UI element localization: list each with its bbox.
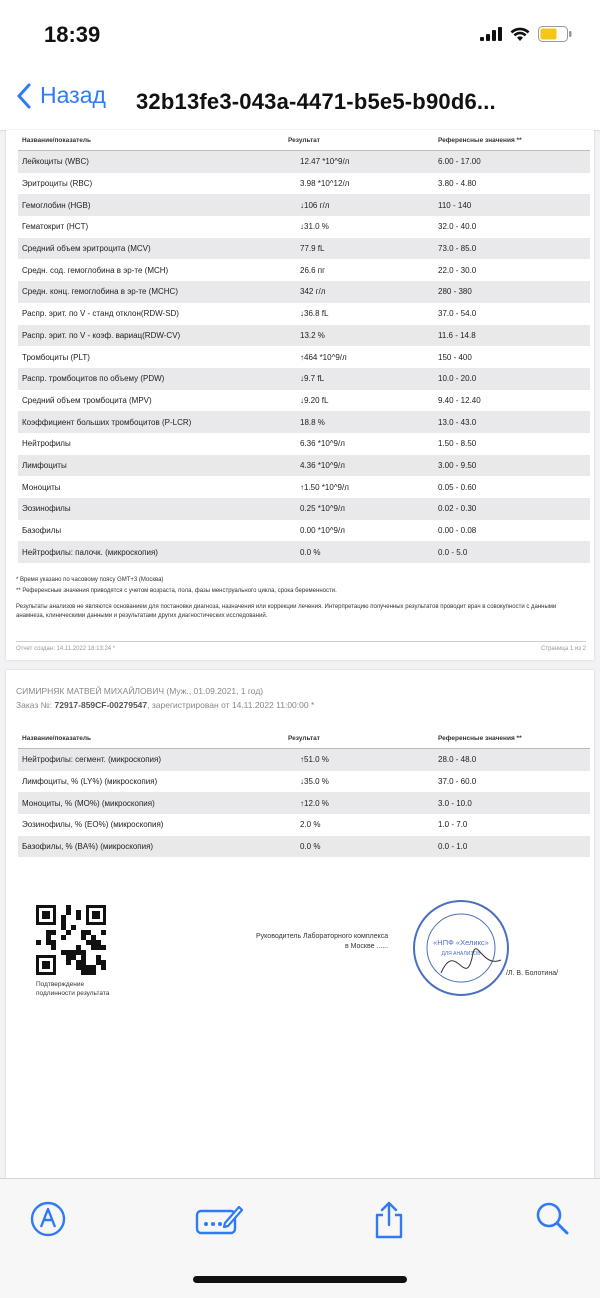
row-reference: 13.0 - 43.0 <box>434 411 590 433</box>
row-name: Распр. эрит. по V - коэф. вариац(RDW-CV) <box>18 325 284 347</box>
row-name: Гемоглобин (HGB) <box>18 194 284 216</box>
row-result: ↓36.8 fL <box>300 309 329 319</box>
row-reference: 0.0 - 1.0 <box>434 836 590 858</box>
order-suffix: , зарегистрирован от 14.11.2022 11:00:00 * <box>147 700 315 710</box>
report-created: Отчет создан: 14.11.2022 18:13:24 * <box>16 646 116 652</box>
table-header <box>18 130 590 151</box>
table-row <box>18 411 590 433</box>
order-number: 72917-859CF-00279547 <box>54 700 148 710</box>
row-result: 26.6 пг <box>300 265 326 275</box>
table-row <box>18 814 590 836</box>
row-result: ↓35.0 % <box>300 777 329 787</box>
row-name: Средний объем тромбоцита (MPV) <box>22 395 152 405</box>
row-reference: 73.0 - 85.0 <box>434 238 590 260</box>
battery-icon <box>538 26 572 42</box>
table-row <box>18 368 590 390</box>
row-result: 2.0 % <box>300 820 321 830</box>
markup-button[interactable] <box>30 1201 66 1242</box>
header-name: Название/показатель <box>18 728 284 749</box>
table-row <box>18 455 590 477</box>
row-result: ↑51.0 % <box>284 749 434 771</box>
row-reference: 0.00 - 0.08 <box>438 526 477 536</box>
row-name: Моноциты, % (MO%) (микроскопия) <box>18 792 284 814</box>
disclaimer: Результаты анализов не являются основанием для постановки диагноза, назначения или коррекции лечения. Интерпретацию полученных результатов проводит врач в совокупности с данными анамнеза, клиническими данными и результатами других диагностических исследований. <box>16 604 557 619</box>
row-result: ↓106 г/л <box>284 194 434 216</box>
row-result: 0.0 % <box>284 836 434 858</box>
row-reference: 37.0 - 54.0 <box>438 309 477 319</box>
chevron-left-icon <box>16 83 32 109</box>
row-result: ↓9.20 fL <box>300 395 329 405</box>
row-result: 13.2 % <box>284 325 434 347</box>
signature-line1: Руководитель Лабораторного комплекса <box>256 933 389 940</box>
row-result: 0.0 % <box>284 541 434 563</box>
stamp-text: «НПФ «Хеликс» <box>433 938 489 947</box>
row-name: Средний объем эритроцита (MCV) <box>18 238 284 260</box>
qr-caption <box>36 980 109 998</box>
results-table-2 <box>18 728 590 857</box>
row-result: 12.47 *10^9/л <box>284 151 434 173</box>
order-line <box>16 698 314 712</box>
order-prefix: Заказ №: <box>16 700 55 710</box>
signature-pen-icon <box>195 1201 243 1237</box>
row-reference: 9.40 - 12.40 <box>438 395 481 405</box>
table-row <box>18 433 590 455</box>
row-name: Средн. сод. гемоглобина в эр-те (MCH) <box>22 265 169 275</box>
search-button[interactable] <box>535 1201 569 1240</box>
signal-icon <box>480 27 502 41</box>
signature-line2: в Москве ...... <box>344 943 389 950</box>
row-name: Базофилы, % (BA%) (микроскопия) <box>18 836 284 858</box>
table-row <box>18 194 590 216</box>
row-reference: 10.0 - 20.0 <box>434 368 590 390</box>
row-name: Гематокрит (HCT) <box>22 222 89 232</box>
row-reference: 3.0 - 10.0 <box>434 792 590 814</box>
row-result: ↑464 *10^9/л <box>300 352 347 362</box>
table-header <box>18 728 590 749</box>
table-row <box>18 390 590 412</box>
header-name: Название/показатель <box>18 130 284 151</box>
stamp-subtext: ДЛЯ АНАЛИЗОВ <box>441 951 481 957</box>
share-button[interactable] <box>373 1201 405 1244</box>
table-row <box>18 303 590 325</box>
row-result: 342 г/л <box>284 281 434 303</box>
row-reference: 1.50 - 8.50 <box>438 439 477 449</box>
table-row <box>18 259 590 281</box>
table-row <box>18 749 590 771</box>
row-name: Распр. тромбоцитов по объему (PDW) <box>18 368 284 390</box>
table-row <box>18 325 590 347</box>
nav-bar <box>0 72 600 131</box>
row-result: 6.36 *10^9/л <box>300 439 345 449</box>
row-name: Тромбоциты (PLT) <box>22 352 90 362</box>
row-reference: 280 - 380 <box>434 281 590 303</box>
row-reference: 0.02 - 0.30 <box>434 498 590 520</box>
row-reference: 150 - 400 <box>438 352 472 362</box>
share-icon <box>373 1201 405 1239</box>
table-row <box>18 281 590 303</box>
signature-name: /Л. В. Болотина/ <box>506 970 559 977</box>
row-reference: 37.0 - 60.0 <box>438 777 477 787</box>
row-reference: 1.0 - 7.0 <box>438 820 468 830</box>
document-title: 32b13fe3-043a-4471-b5e5-b90d6... <box>136 89 496 114</box>
row-result: 77.9 fL <box>284 238 434 260</box>
patient-info <box>16 684 314 712</box>
row-reference: 3.00 - 9.50 <box>434 455 590 477</box>
table-row <box>18 346 590 368</box>
row-reference: 28.0 - 48.0 <box>434 749 590 771</box>
status-bar <box>0 0 600 72</box>
row-name: Нейтрофилы: палочк. (микроскопия) <box>18 541 284 563</box>
row-result: 0.25 *10^9/л <box>284 498 434 520</box>
table-row <box>18 541 590 563</box>
qr-code <box>36 905 106 975</box>
pdf-page-2 <box>6 670 594 1178</box>
row-result: 18.8 % <box>284 411 434 433</box>
patient-name: СИМИРНЯК МАТВЕЙ МИХАЙЛОВИЧ (Муж., 01.09.2021, 1 год) <box>16 686 264 696</box>
row-reference: 22.0 - 30.0 <box>438 265 477 275</box>
table-row <box>18 216 590 238</box>
table-row <box>18 520 590 542</box>
table-row <box>18 151 590 173</box>
row-result: ↓31.0 % <box>300 222 329 232</box>
status-time: 18:39 <box>44 22 101 47</box>
row-result: ↑12.0 % <box>284 792 434 814</box>
header-result: Результат <box>284 130 434 151</box>
row-name: Моноциты <box>22 482 61 492</box>
row-result: 4.36 *10^9/л <box>284 455 434 477</box>
header-reference: Референсные значения ** <box>434 728 590 749</box>
row-reference: 110 - 140 <box>434 194 590 216</box>
row-result: ↓9.7 fL <box>284 368 434 390</box>
row-reference: 0.0 - 5.0 <box>434 541 590 563</box>
wifi-icon <box>510 27 530 42</box>
row-name: Эозинофилы <box>18 498 284 520</box>
pdf-page-1 <box>6 130 594 660</box>
home-indicator[interactable] <box>193 1276 407 1283</box>
row-name: Лимфоциты <box>18 455 284 477</box>
row-name: Эритроциты (RBC) <box>22 179 93 189</box>
annotate-button[interactable] <box>195 1201 243 1242</box>
table-row <box>18 792 590 814</box>
row-name: Эозинофилы, % (EO%) (микроскопия) <box>22 820 164 830</box>
table-row <box>18 238 590 260</box>
row-name: Базофилы <box>22 526 62 536</box>
table-row <box>18 476 590 498</box>
row-name: Распр. эрит. по V - станд отклон(RDW-SD) <box>22 309 179 319</box>
time-footnote: * Время указано по часовому поясу GMT+3 (Москва) <box>16 577 164 583</box>
status-icons <box>480 26 572 42</box>
qr-caption-line1: Подтверждение <box>36 981 85 988</box>
row-name: Лимфоциты, % (LY%) (микроскопия) <box>22 777 158 787</box>
footnotes <box>16 575 586 621</box>
row-reference: 11.6 - 14.8 <box>434 325 590 347</box>
row-name: Лейкоциты (WBC) <box>18 151 284 173</box>
row-name: Средн. конц. гемоглобина в эр-те (MCHC) <box>18 281 284 303</box>
back-label: Назад <box>40 82 106 108</box>
reference-footnote: ** Референсные значения приводятся с учетом возраста, пола, фазы менструального цикла, срока беременности. <box>16 588 337 594</box>
row-reference: 32.0 - 40.0 <box>438 222 477 232</box>
row-result: 0.00 *10^9/л <box>300 526 345 536</box>
table-row <box>18 498 590 520</box>
page-number: Страница 1 из 2 <box>541 646 586 652</box>
stamp-icon <box>411 898 511 998</box>
row-name: Коэффициент больших тромбоцитов (P-LCR) <box>18 411 284 433</box>
markup-icon <box>30 1201 66 1237</box>
page-footer <box>16 641 586 652</box>
row-reference: 0.05 - 0.60 <box>438 482 477 492</box>
back-button[interactable] <box>16 82 106 109</box>
results-table-1 <box>18 130 590 563</box>
row-name: Нейтрофилы: сегмент. (микроскопия) <box>18 749 284 771</box>
search-icon <box>535 1201 569 1235</box>
row-result: 3.98 *10^12/л <box>300 179 350 189</box>
table-row <box>18 836 590 858</box>
table-row <box>18 173 590 195</box>
header-reference: Референсные значения ** <box>434 130 590 151</box>
table-row <box>18 771 590 793</box>
header-result: Результат <box>284 728 434 749</box>
qr-caption-line2: подлинности результата <box>36 990 110 997</box>
row-name: Нейтрофилы <box>22 439 71 449</box>
row-reference: 6.00 - 17.00 <box>434 151 590 173</box>
signature-block <box>256 932 388 952</box>
row-reference: 3.80 - 4.80 <box>438 179 477 189</box>
row-result: ↑1.50 *10^9/л <box>300 482 349 492</box>
